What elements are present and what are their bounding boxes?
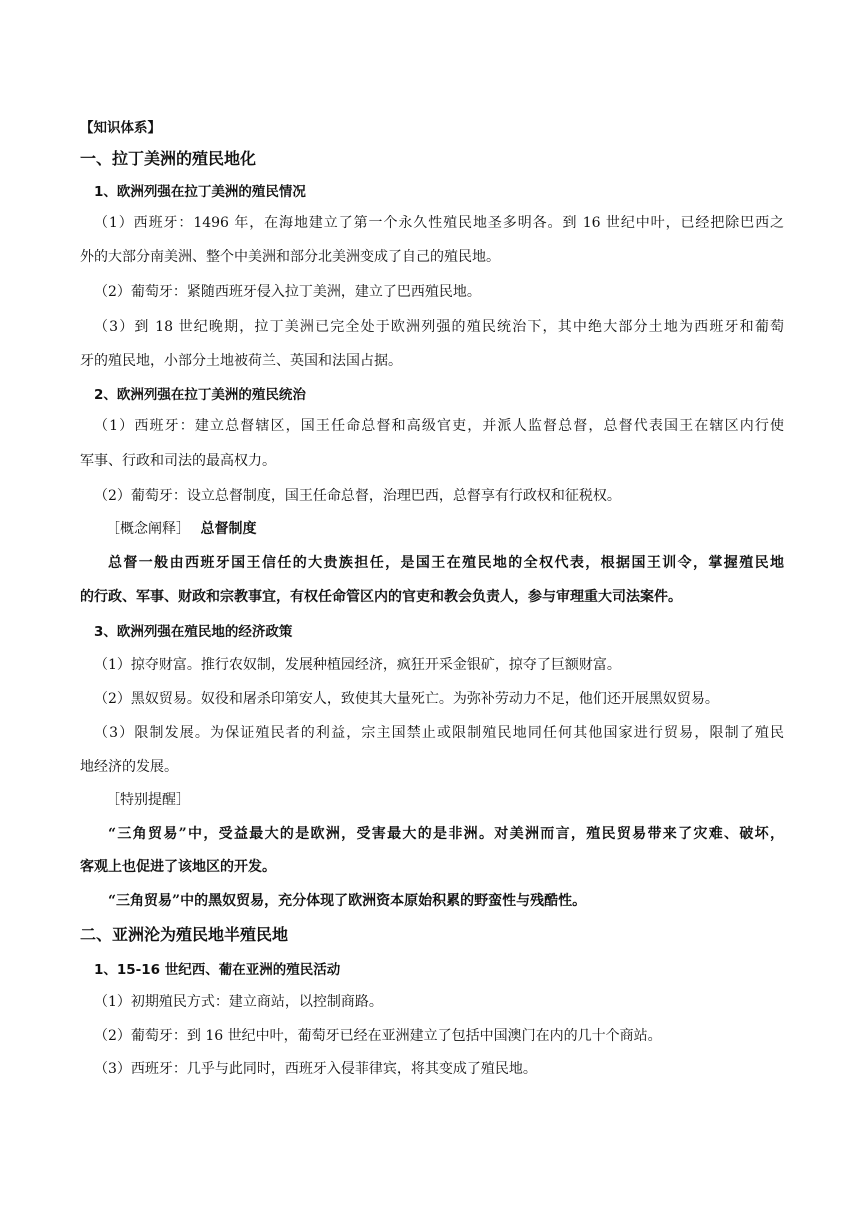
concept-text-line: 总督一般由西班牙国王信任的大贵族担任，是国王在殖民地的全权代表，根据国王训令，掌握殖民地 — [108, 555, 784, 571]
concept-text-line: 的行政、军事、财政和宗教事宜，有权任命管区内的官吏和教会负责人，参与审理重大司法案件。 — [80, 589, 682, 605]
paragraph-line: （3）到 18 世纪晚期，拉丁美洲已完全处于欧洲列强的殖民统治下，其中绝大部分土地为西班牙和葡萄 — [94, 319, 784, 335]
paragraph-line: （3）限制发展。为保证殖民者的利益，宗主国禁止或限制殖民地同任何其他国家进行贸易，限制了殖民 — [94, 725, 784, 741]
paragraph-line: 军事、行政和司法的最高权力。 — [80, 453, 276, 469]
part1-sub3-title: 3、欧洲列强在殖民地的经济政策 — [94, 624, 293, 640]
reminder-text-line: “三角贸易”中的黑奴贸易，充分体现了欧洲资本原始积累的野蛮性与残酷性。 — [108, 893, 587, 909]
paragraph-line: 外的大部分南美洲、整个中美洲和部分北美洲变成了自己的殖民地。 — [80, 249, 500, 265]
part2-title: 二、亚洲沦为殖民地半殖民地 — [80, 925, 289, 944]
concept-label-line — [106, 518, 256, 538]
paragraph-line: 地经济的发展。 — [80, 759, 178, 775]
paragraph-line: （1）西班牙：1496 年，在海地建立了第一个永久性殖民地圣多明各。到 16 世纪中叶，已经把除巴西之 — [94, 215, 784, 231]
section-header: 【知识体系】 — [80, 120, 161, 136]
part1-sub2-title: 2、欧洲列强在拉丁美洲的殖民统治 — [94, 387, 306, 403]
part1-sub1-title: 1、欧洲列强在拉丁美洲的殖民情况 — [94, 184, 306, 200]
paragraph-line: 牙的殖民地，小部分土地被荷兰、英国和法国占据。 — [80, 353, 402, 369]
paragraph-line: （1）掠夺财富。推行农奴制，发展种植园经济，疯狂开采金银矿，掠夺了巨额财富。 — [94, 657, 621, 673]
paragraph-line: （2）葡萄牙：设立总督制度，国王任命总督，治理巴西，总督享有行政权和征税权。 — [94, 488, 621, 504]
reminder-text-line: 客观上也促进了该地区的开发。 — [80, 859, 276, 875]
paragraph-line: （3）西班牙：几乎与此同时，西班牙入侵菲律宾，将其变成了殖民地。 — [94, 1061, 537, 1077]
reminder-text-line: “三角贸易”中，受益最大的是欧洲，受害最大的是非洲。对美洲而言，殖民贸易带来了灾难、破坏， — [108, 826, 784, 842]
part1-title: 一、拉丁美洲的殖民地化 — [80, 149, 257, 168]
paragraph-line: （2）葡萄牙：到 16 世纪中叶，葡萄牙已经在亚洲建立了包括中国澳门在内的几十个商站。 — [94, 1028, 662, 1044]
paragraph-line: （1）西班牙：建立总督辖区，国王任命总督和高级官吏，并派人监督总督，总督代表国王在辖区内行使 — [94, 418, 784, 434]
concept-term: 总督制度 — [200, 521, 257, 537]
reminder-label: ［特别提醒］ — [106, 792, 190, 808]
paragraph-line: （2）葡萄牙：紧随西班牙侵入拉丁美洲，建立了巴西殖民地。 — [94, 284, 481, 300]
concept-label: ［概念阐释］ — [106, 521, 190, 537]
part2-sub1-title: 1、15-16 世纪西、葡在亚洲的殖民活动 — [94, 962, 341, 978]
paragraph-line: （1）初期殖民方式：建立商站，以控制商路。 — [94, 994, 383, 1010]
paragraph-line: （2）黑奴贸易。奴役和屠杀印第安人，致使其大量死亡。为弥补劳动力不足，他们还开展黑奴贸易。 — [94, 691, 719, 707]
